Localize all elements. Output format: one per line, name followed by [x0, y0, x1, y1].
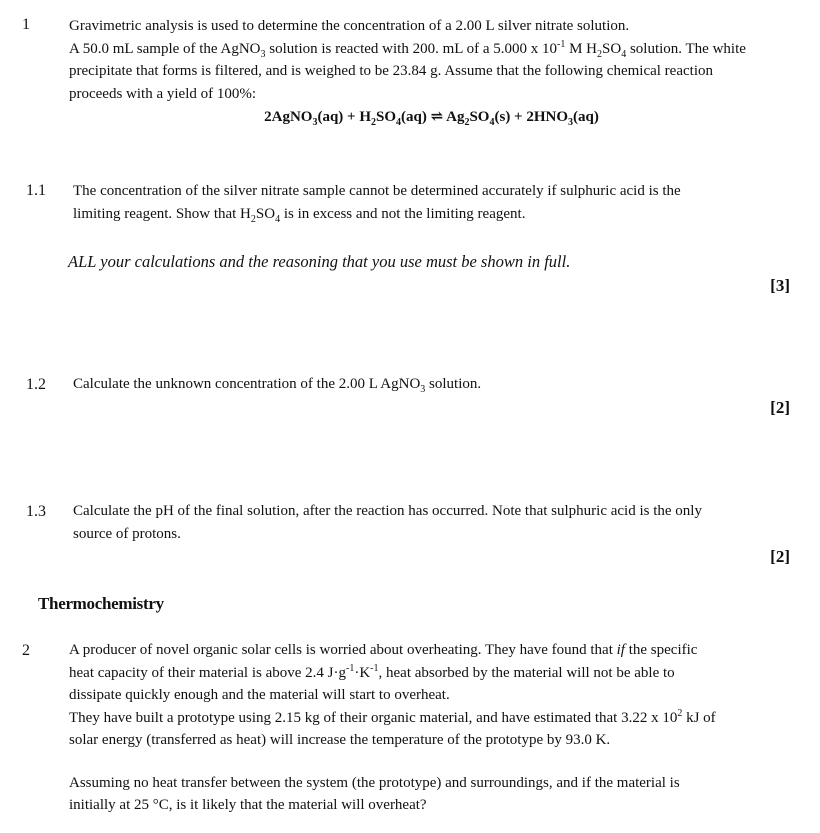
question-1-intro: [69, 15, 794, 129]
question-1-2-number: 1.2: [26, 376, 46, 393]
q2-line-6: Assuming no heat transfer between the system (the prototype) and surroundings, and if the material is: [69, 774, 680, 791]
question-1-number: 1: [22, 16, 30, 33]
q2-line-1: A producer of novel organic solar cells is worried about overheating. They have found that if the specific: [69, 642, 698, 658]
question-1-3-marks: [2]: [770, 547, 790, 566]
q1-3-line-1: Calculate the pH of the final solution, after the reaction has occurred. Note that sulphuric acid is the only: [73, 503, 702, 519]
q2-line-4: They have built a prototype using 2.15 kg of their organic material, and have estimated that 3.22 x $10^2$ kJ of: [69, 707, 716, 726]
question-1-1-marks: [3]: [770, 276, 790, 295]
question-1-1-number: 1.1: [26, 182, 46, 199]
calculation-instruction: ALL your calculations and the reasoning that you use must be shown in full.: [68, 252, 571, 271]
q1-1-line-1: The concentration of the silver nitrate sample cannot be determined accurately if sulphuric acid is the: [73, 183, 681, 199]
q1-intro-line-1: Gravimetric analysis is used to determine the concentration of a 2.00 L silver nitrate solution.: [69, 18, 630, 34]
question-2-text: [69, 639, 794, 817]
question-1-3-number: 1.3: [26, 503, 46, 520]
q1-intro-line-2: A 50.0 mL sample of the AgNO$_3$ solution is reacted with 200. mL of a 5.000 x $10^{-1}$ M $H_2SO_4$ solution. The white: [69, 38, 746, 60]
question-1-1-text: [73, 180, 795, 225]
q2-line-7: initially at 25 °C, is it likely that the material will overheat?: [69, 797, 427, 813]
question-1-2-marks: [2]: [770, 398, 790, 417]
q2-line-2: heat capacity of their material is above 2.4 $J\cdot g^{-1}\cdot K^{-1}$, heat absorbed by the material will not be able to: [69, 662, 675, 681]
q1-3-line-2: source of protons.: [73, 525, 181, 542]
question-1-3-text: [73, 500, 795, 545]
q2-line-5: solar energy (transferred as heat) will increase the temperature of the prototype by 93.0 K.: [69, 732, 611, 748]
q1-intro-line-3: precipitate that forms is filtered, and is weighed to be 23.84 g. Assume that the following chemical reaction: [69, 63, 713, 79]
chemical-equation: 2AgNO$_3$(aq) + $H_2SO_4(aq)$ ⇌ $Ag_2SO_4(s) + 2HNO_3(aq)$: [264, 109, 599, 128]
section-heading: Thermochemistry: [38, 594, 164, 613]
q2-line-3: dissipate quickly enough and the material will start to overheat.: [69, 687, 450, 703]
question-1-2-text: Calculate the unknown concentration of the 2.00 L AgNO$_3$ solution.: [73, 376, 482, 395]
question-2-number: 2: [22, 642, 30, 659]
q1-intro-line-4: proceeds with a yield of 100%:: [69, 85, 257, 102]
q1-1-line-2: limiting reagent. Show that $H_2SO_4$ is in excess and not the limiting reagent.: [73, 205, 526, 225]
